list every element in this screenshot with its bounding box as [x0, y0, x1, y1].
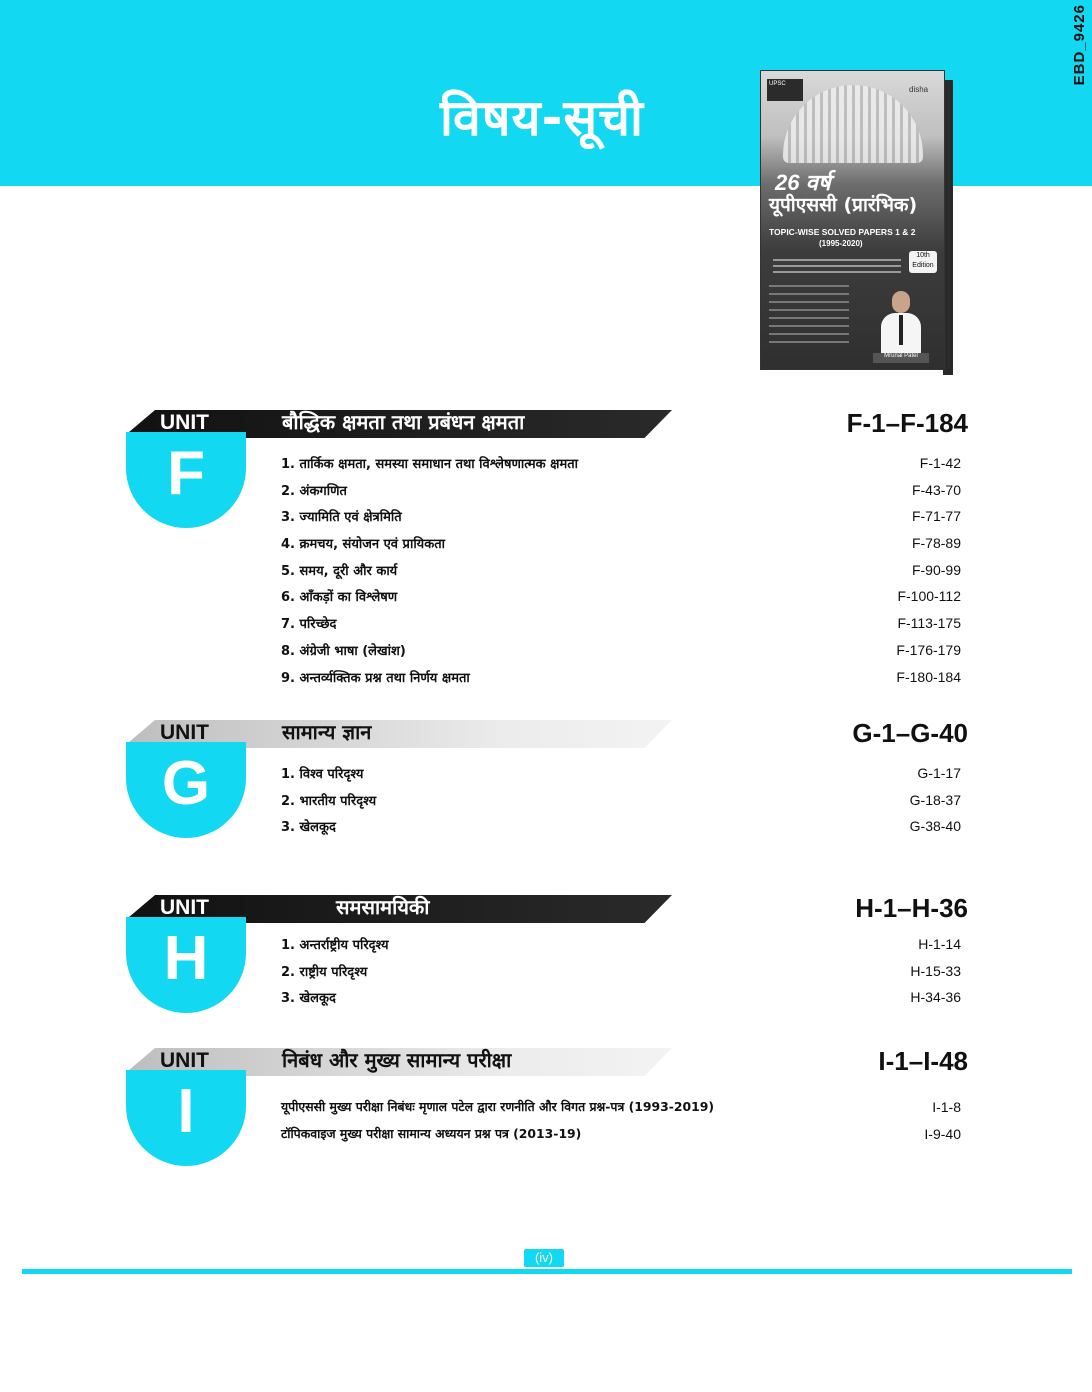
toc-entry-page: I-1-8 — [932, 1099, 961, 1115]
book-cover-image — [760, 70, 950, 375]
toc-entry-title: 2. भारतीय परिदृश्य — [281, 793, 377, 809]
toc-entry-title: 2. अंकगणित — [281, 483, 347, 499]
toc-entry-title: 1. अन्तर्राष्ट्रीय परिदृश्य — [281, 938, 389, 953]
toc-entry[interactable] — [281, 587, 961, 614]
book-years: 26 वर्ष — [775, 170, 831, 195]
toc-entry-page: H-1-14 — [918, 936, 961, 952]
toc-entry-page: G-18-37 — [909, 791, 961, 808]
toc-entry-page: F-180-184 — [896, 668, 961, 685]
book-badge: UPSC — [767, 79, 803, 101]
page-title: विषय-सूची — [440, 89, 644, 147]
toc-entry[interactable] — [281, 561, 961, 588]
toc-list — [281, 1098, 961, 1151]
book-author: Mrunal Patel — [873, 353, 929, 363]
toc-entry-title: 6. आँकड़ों का विश्लेषण — [281, 590, 398, 606]
toc-entry-title: 3. खेलकूद — [281, 991, 336, 1007]
unit-name: निबंध और मुख्य सामान्य परीक्षा — [282, 1048, 512, 1072]
toc-entry-page: F-90-99 — [911, 561, 961, 578]
toc-entry-title: 2. राष्ट्रीय परिदृश्य — [281, 964, 368, 980]
toc-entry-page: F-43-70 — [911, 481, 961, 498]
toc-entry[interactable] — [281, 764, 961, 791]
toc-entry[interactable] — [281, 641, 961, 668]
toc-entry-page: F-176-179 — [896, 641, 961, 658]
book-subtitle: TOPIC-WISE SOLVED PAPERS 1 & 2 — [769, 227, 916, 237]
toc-entry-page: H-15-33 — [910, 962, 961, 979]
toc-entry[interactable] — [281, 988, 961, 1015]
toc-entry[interactable] — [281, 507, 961, 534]
unit-page-range: G-1–G-40 — [852, 718, 968, 748]
toc-entry[interactable] — [281, 1125, 961, 1152]
unit-letter: H — [163, 924, 209, 993]
toc-entry[interactable] — [281, 962, 961, 989]
unit-letter: G — [161, 749, 211, 818]
book-cover — [760, 70, 945, 370]
toc-entry-page: F-71-77 — [911, 508, 961, 525]
toc-entry-page: F-1-42 — [919, 455, 961, 471]
toc-entry-page: G-1-17 — [917, 765, 961, 781]
book-period: (1995-2020) — [819, 239, 863, 248]
toc-entry-page: H-34-36 — [910, 989, 961, 1006]
toc-list — [281, 935, 961, 1015]
toc-list — [281, 454, 961, 694]
unit-page-range: F-1–F-184 — [846, 408, 968, 438]
toc-list — [281, 764, 961, 844]
toc-entry[interactable] — [281, 668, 961, 695]
toc-entry[interactable] — [281, 534, 961, 561]
toc-entry-title: 8. अंग्रेजी भाषा (लेखांश) — [281, 643, 406, 659]
toc-entry-title: 1. विश्व परिदृश्य — [281, 767, 364, 782]
toc-entry-title: यूपीएससी मुख्य परीक्षा निबंधः मृणाल पटेल द्वारा रणनीति और विगत प्रश्न-पत्र (1993-2019) — [281, 1099, 715, 1114]
toc-entry-title: 7. परिच्छेद — [281, 617, 337, 633]
footer-page-number: (iv) — [524, 1249, 564, 1267]
unit-name: बौद्धिक क्षमता तथा प्रबंधन क्षमता — [282, 410, 525, 434]
unit-name: सामान्य ज्ञान — [282, 720, 372, 744]
toc-entry-title: 1. तार्किक क्षमता, समस्या समाधान तथा विश्लेषणात्मक क्षमता — [281, 457, 579, 472]
toc-entry-page: I-9-40 — [924, 1125, 961, 1142]
unit-page-range: H-1–H-36 — [855, 893, 968, 923]
toc-entry[interactable] — [281, 817, 961, 844]
side-code: EBD_9426 — [1071, 4, 1088, 86]
toc-entry-page: G-38-40 — [909, 818, 961, 835]
book-includes-list — [769, 285, 849, 345]
toc-entry[interactable] — [281, 791, 961, 818]
toc-entry[interactable] — [281, 1098, 961, 1125]
toc-entry[interactable] — [281, 614, 961, 641]
toc-entry-title: टॉपिकवाइज मुख्य परीक्षा सामान्य अध्ययन प्रश्न पत्र (2013-19) — [281, 1125, 582, 1141]
publisher-logo: disha — [909, 85, 929, 94]
toc-entry[interactable] — [281, 935, 961, 962]
book-title-hindi: यूपीएससी (प्रारंभिक) — [769, 194, 918, 216]
toc-entry-page: F-100-112 — [897, 588, 961, 605]
unit-word: UNIT — [160, 896, 209, 919]
book-edition: 10th Edition — [909, 251, 937, 273]
toc-entry[interactable] — [281, 454, 961, 481]
unit-word: UNIT — [160, 1049, 209, 1072]
unit-letter: F — [167, 439, 205, 508]
toc-entry-title: 5. समय, दूरी और कार्य — [281, 563, 398, 579]
footer-divider — [22, 1269, 1072, 1274]
toc-entry-title: 9. अन्तर्व्यक्तिक प्रश्न तथा निर्णय क्षमता — [281, 670, 470, 686]
unit-word: UNIT — [160, 721, 209, 744]
toc-entry-page: F-113-175 — [897, 615, 961, 632]
toc-entry[interactable] — [281, 481, 961, 508]
unit-letter: I — [177, 1077, 195, 1146]
unit-word: UNIT — [160, 411, 209, 434]
toc-entry-title: 3. खेलकूद — [281, 820, 336, 836]
book-text-lines — [773, 259, 901, 277]
unit-name: समसामयिकी — [336, 895, 430, 919]
toc-entry-page: F-78-89 — [911, 535, 961, 552]
toc-entry-title: 4. क्रमचय, संयोजन एवं प्रायिकता — [281, 537, 445, 553]
parliament-dome-icon — [783, 85, 923, 163]
toc-entry-title: 3. ज्यामिति एवं क्षेत्रमिति — [281, 510, 402, 526]
unit-page-range: I-1–I-48 — [878, 1046, 968, 1076]
